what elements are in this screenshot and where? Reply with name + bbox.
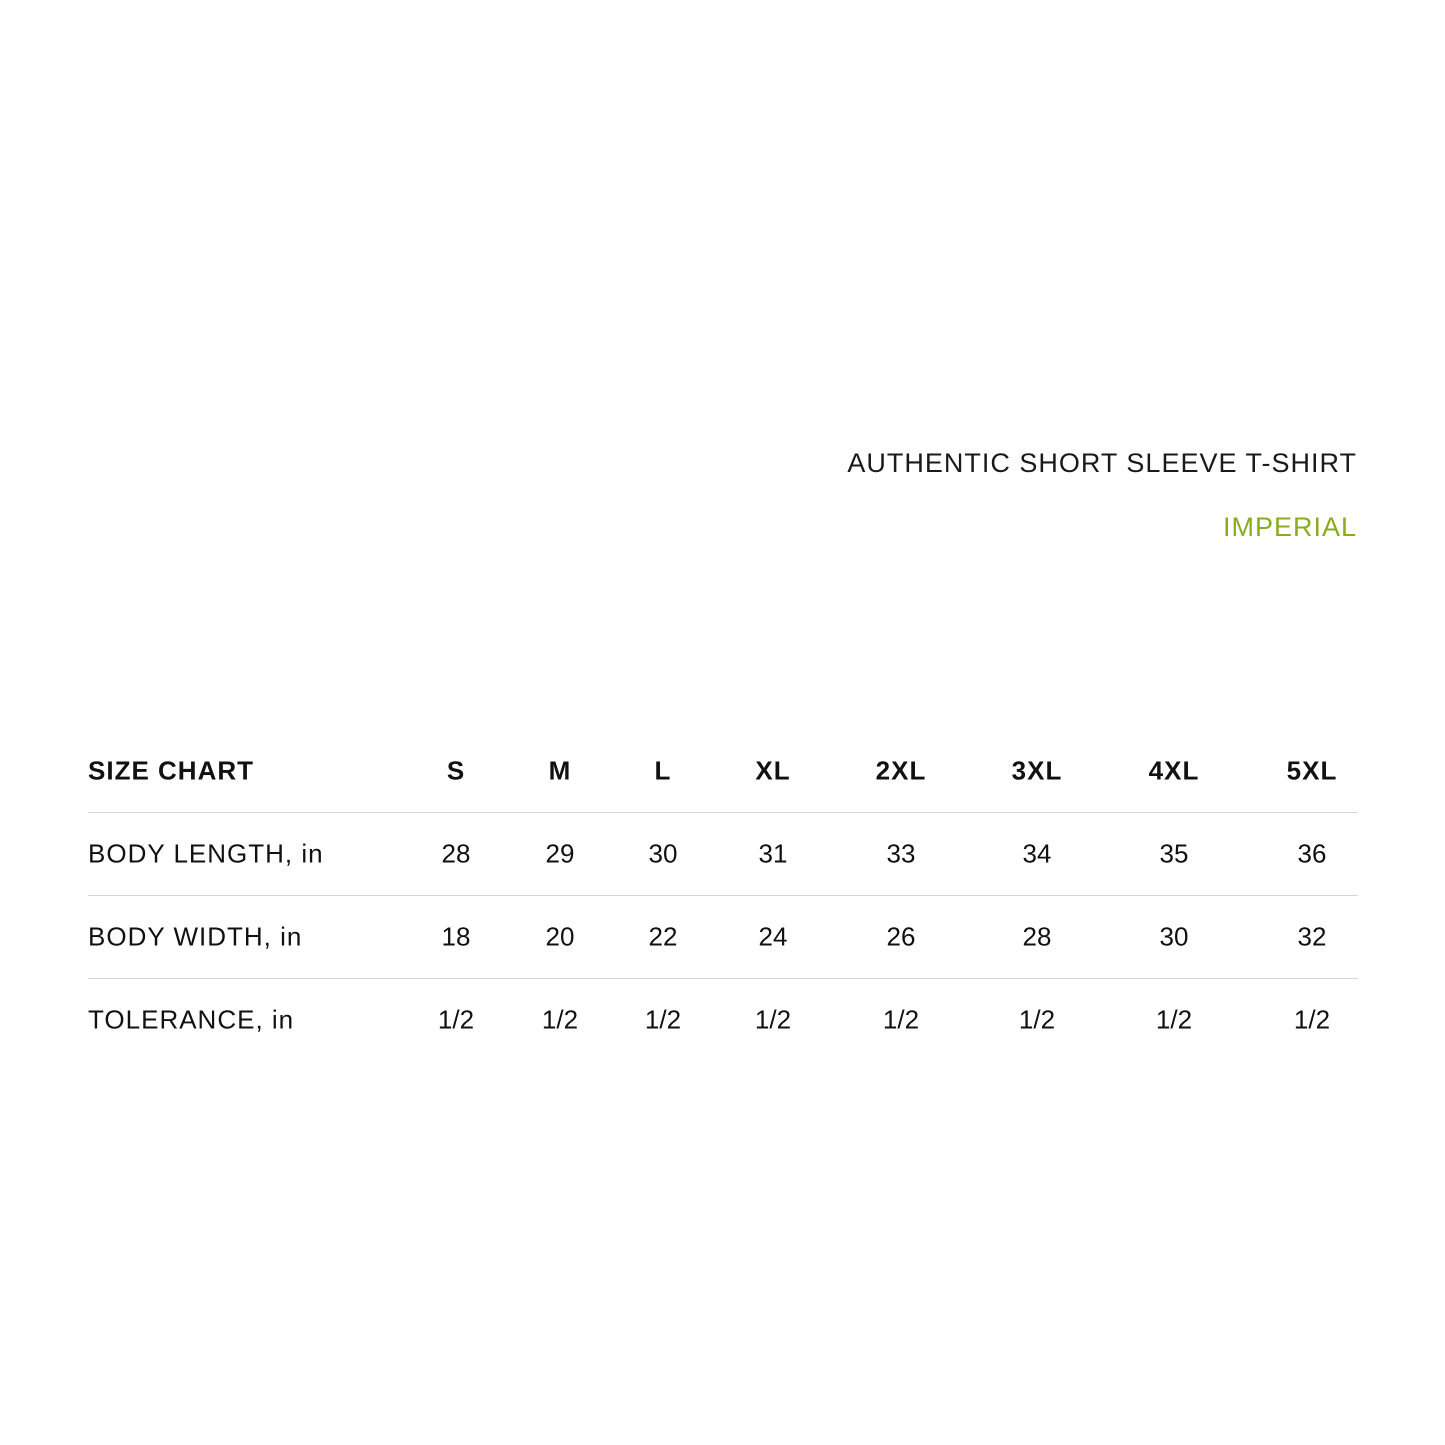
unit-system-label: IMPERIAL	[1222, 512, 1357, 542]
size-header-5xl: 5XL	[1286, 755, 1338, 786]
table-cell: 26	[886, 921, 916, 952]
table-cell: 28	[441, 838, 471, 869]
row-label: BODY LENGTH, in	[88, 838, 324, 869]
table-row-body-width	[88, 895, 1358, 978]
table-row-body-length	[88, 812, 1358, 895]
table-cell: 1/2	[541, 1004, 579, 1035]
table-cell: 1/2	[754, 1004, 792, 1035]
table-row-tolerance	[88, 978, 1358, 1061]
table-cell: 1/2	[437, 1004, 475, 1035]
size-chart-table	[88, 730, 1358, 1061]
table-cell: 1/2	[882, 1004, 920, 1035]
table-header-row	[88, 730, 1358, 812]
table-cell: 30	[648, 838, 678, 869]
table-cell: 18	[441, 921, 471, 952]
table-cell: 24	[758, 921, 788, 952]
product-title: AUTHENTIC SHORT SLEEVE T-SHIRT	[847, 448, 1357, 478]
size-header-3xl: 3XL	[1011, 755, 1063, 786]
table-cell: 28	[1022, 921, 1052, 952]
size-chart-heading: SIZE CHART	[88, 755, 254, 786]
table-cell: 31	[758, 838, 788, 869]
table-cell: 32	[1297, 921, 1327, 952]
table-cell: 22	[648, 921, 678, 952]
table-cell: 36	[1297, 838, 1327, 869]
table-cell: 20	[545, 921, 575, 952]
size-header-xl: XL	[755, 755, 791, 786]
size-header-2xl: 2XL	[875, 755, 927, 786]
table-cell: 33	[886, 838, 916, 869]
size-header-4xl: 4XL	[1148, 755, 1200, 786]
table-cell: 1/2	[1293, 1004, 1331, 1035]
table-cell: 29	[545, 838, 575, 869]
table-cell: 1/2	[1155, 1004, 1193, 1035]
row-label: BODY WIDTH, in	[88, 921, 303, 952]
table-cell: 1/2	[644, 1004, 682, 1035]
size-header-s: S	[446, 755, 466, 786]
table-cell: 35	[1159, 838, 1189, 869]
size-header-l: L	[654, 755, 672, 786]
table-cell: 34	[1022, 838, 1052, 869]
size-header-m: M	[548, 755, 572, 786]
row-label: TOLERANCE, in	[88, 1004, 295, 1035]
table-cell: 30	[1159, 921, 1189, 952]
table-cell: 1/2	[1018, 1004, 1056, 1035]
